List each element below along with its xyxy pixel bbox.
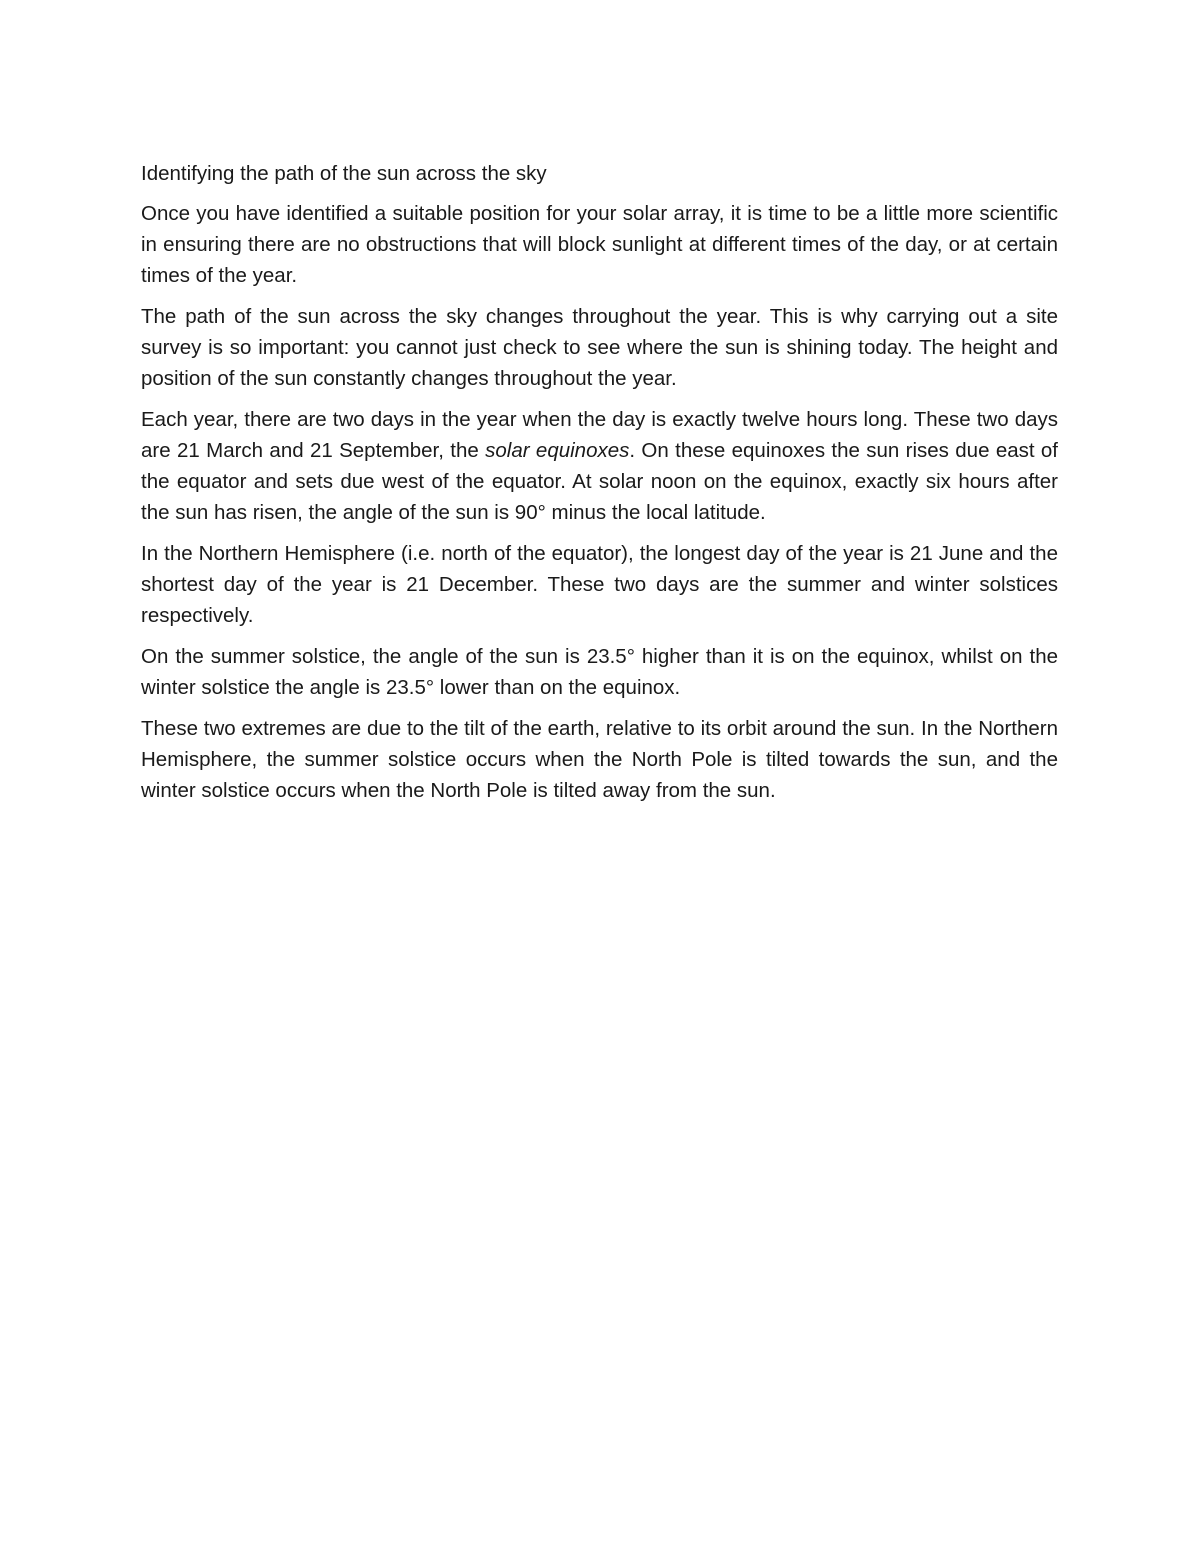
paragraph-site-position: Once you have identified a suitable position for your solar array, it is time to be a little more scientific in ensuring there are no obstructions that will block sunlight at different times of the day, or at certain times of the year. xyxy=(141,202,1058,287)
paragraph-earth-tilt: These two extremes are due to the tilt of the earth, relative to its orbit around the sun. In the Northern Hemisphere, the summer solstice occurs when the North Pole is tilted towards the sun, and the winter solstice occurs when the North Pole is tilted away from the sun. xyxy=(141,717,1058,802)
paragraph-solstices: In the Northern Hemisphere (i.e. north of the equator), the longest day of the year is 21 June and the shortest day of the year is 21 December. These two days are the summer and winter solstices respectively. xyxy=(141,542,1058,627)
equinox-text-end: . On these equinoxes the sun rises due east of the equator and sets due west of the equator. At solar noon on the equinox, exactly six hours after the sun has risen, the angle of the sun is 90° minus the local latitude. xyxy=(141,439,1059,524)
paragraph-equinoxes xyxy=(141,404,1058,528)
document-title: Identifying the path of the sun across the sky xyxy=(141,162,547,185)
equinox-term: solar equinoxes xyxy=(485,439,630,462)
paragraph-sun-angle: On the summer solstice, the angle of the sun is 23.5° higher than it is on the equinox, whilst on the winter solstice the angle is 23.5° lower than on the equinox. xyxy=(141,645,1058,699)
paragraph-sun-path-changes: The path of the sun across the sky changes throughout the year. This is why carrying out a site survey is so important: you cannot just check to see where the sun is shining today. The height and position of the sun constantly changes throughout the year. xyxy=(141,305,1058,390)
equinox-text-start: Each year, there are two days in the year when the day is exactly twelve hours long. These two days are 21 March and 21 September, the xyxy=(141,408,1058,462)
document-page xyxy=(141,158,1058,816)
